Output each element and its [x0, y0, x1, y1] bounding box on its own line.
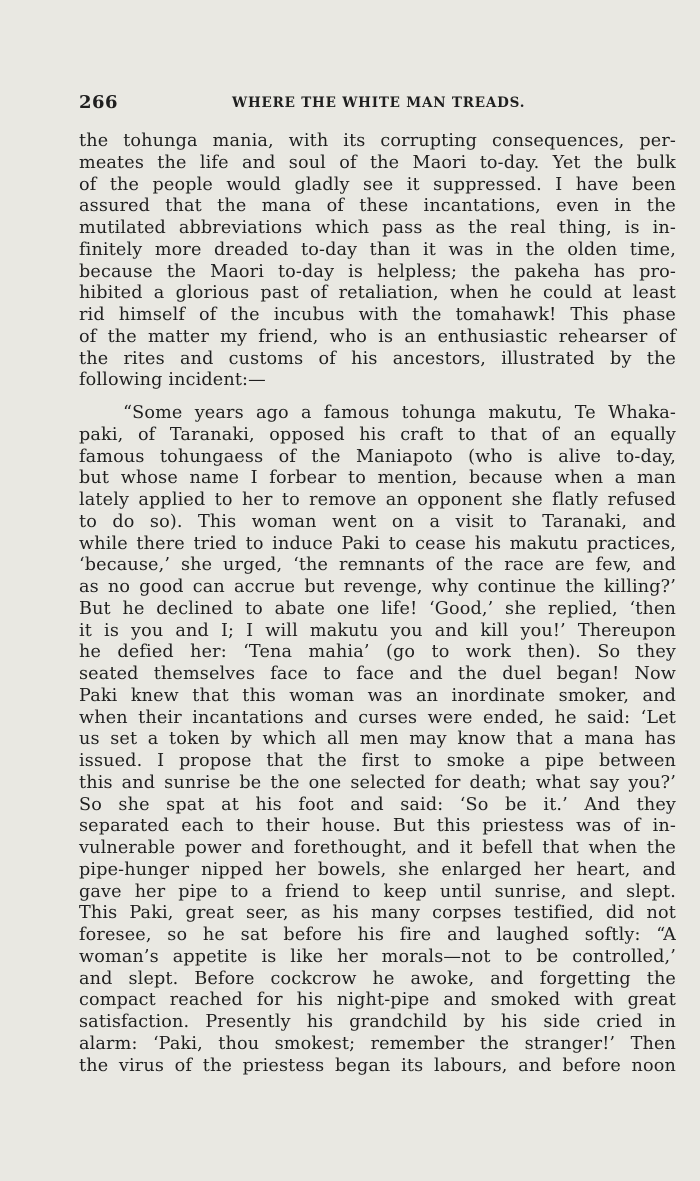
text-line: compact reached for his night-pipe and smoked with great [79, 990, 676, 1011]
text-line: this and sunrise be the one selected for death; what say you?’ [79, 772, 676, 793]
paragraph-2 [79, 403, 676, 1077]
text-line: assured that the mana of these incantations, even in the [79, 196, 676, 217]
text-line: seated themselves face to face and the duel began! Now [79, 664, 676, 684]
body-text [79, 131, 676, 1077]
text-line: alarm: ‘Paki, thou smokest; remember the stranger!’ Then [79, 1033, 676, 1054]
text-line: This Paki, great seer, as his many corpses testified, did not [79, 903, 676, 924]
text-line: while there tried to induce Paki to cease his makutu practices, [79, 533, 676, 554]
text-line: and slept. Before cockcrow he awoke, and forgetting the [79, 968, 676, 989]
text-line: satisfaction. Presently his grandchild by his side cried in [79, 1012, 676, 1032]
text-line: lately applied to her to remove an opponent she flatly refused [79, 490, 676, 510]
text-line: finitely more dreaded to-day than it was in the olden time, [79, 239, 676, 260]
text-line: mutilated abbreviations which pass as the real thing, is in- [79, 218, 676, 238]
page-header [79, 92, 676, 116]
text-line: meates the life and soul of the Maori to-day. Yet the bulk [79, 152, 676, 173]
text-line: Paki knew that this woman was an inordinate smoker, and [79, 685, 676, 706]
paragraph-gap [79, 392, 676, 403]
text-line: of the matter my friend, who is an enthusiastic rehearser of [79, 326, 676, 347]
running-head: WHERE THE WHITE MAN TREADS. [232, 95, 526, 111]
text-line: following incident:— [79, 370, 266, 391]
paragraph-1 [79, 131, 676, 392]
text-line: as no good can accrue but revenge, why continue the killing?’ [79, 577, 676, 597]
text-line: ‘because,’ she urged, ‘the remnants of the race are few, and [79, 555, 676, 576]
text-line: to do so). This woman went on a visit to Taranaki, and [79, 511, 676, 532]
text-line: hibited a glorious past of retaliation, when he could at least [79, 283, 676, 304]
text-line: the virus of the priestess began its labours, and before noon [79, 1055, 676, 1076]
page-number: 266 [79, 92, 119, 113]
text-line: it is you and I; I will makutu you and kill you!’ Thereupon [79, 620, 676, 641]
text-line: woman’s appetite is like her morals—not to be controlled,’ [79, 946, 676, 967]
text-line: But he declined to abate one life! ‘Good,’ she replied, ‘then [79, 598, 676, 619]
text-line: pipe-hunger nipped her bowels, she enlarged her heart, and [79, 859, 676, 880]
text-line: “Some years ago a famous tohunga makutu, Te Whaka- [123, 403, 676, 423]
text-line: issued. I propose that the first to smoke a pipe between [79, 751, 676, 771]
text-line: when their incantations and curses were ended, he said: ‘Let [79, 707, 676, 728]
text-line: foresee, so he sat before his fire and laughed softly: “A [79, 925, 676, 945]
text-line: paki, of Taranaki, opposed his craft to that of an equally [79, 424, 676, 445]
text-line: gave her pipe to a friend to keep until sunrise, and slept. [79, 881, 676, 902]
text-line: separated each to their house. But this priestess was of in- [79, 816, 676, 837]
text-line: of the people would gladly see it suppressed. I have been [79, 174, 676, 195]
text-line: the tohunga mania, with its corrupting consequences, per- [79, 131, 676, 151]
text-line: vulnerable power and forethought, and it befell that when the [79, 838, 676, 858]
text-line: the rites and customs of his ancestors, illustrated by the [79, 348, 676, 369]
text-line: rid himself of the incubus with the tomahawk! This phase [79, 305, 676, 325]
text-line: he defied her: ‘Tena mahia’ (go to work then). So they [79, 642, 676, 663]
text-line: So she spat at his foot and said: ‘So be it.’ And they [79, 794, 676, 815]
text-line: but whose name I forbear to mention, because when a man [79, 468, 676, 489]
text-line: famous tohungaess of the Maniapoto (who is alive to-day, [79, 446, 676, 467]
text-line: us set a token by which all men may know that a mana has [79, 729, 676, 750]
text-line: because the Maori to-day is helpless; the pakeha has pro- [79, 261, 676, 282]
